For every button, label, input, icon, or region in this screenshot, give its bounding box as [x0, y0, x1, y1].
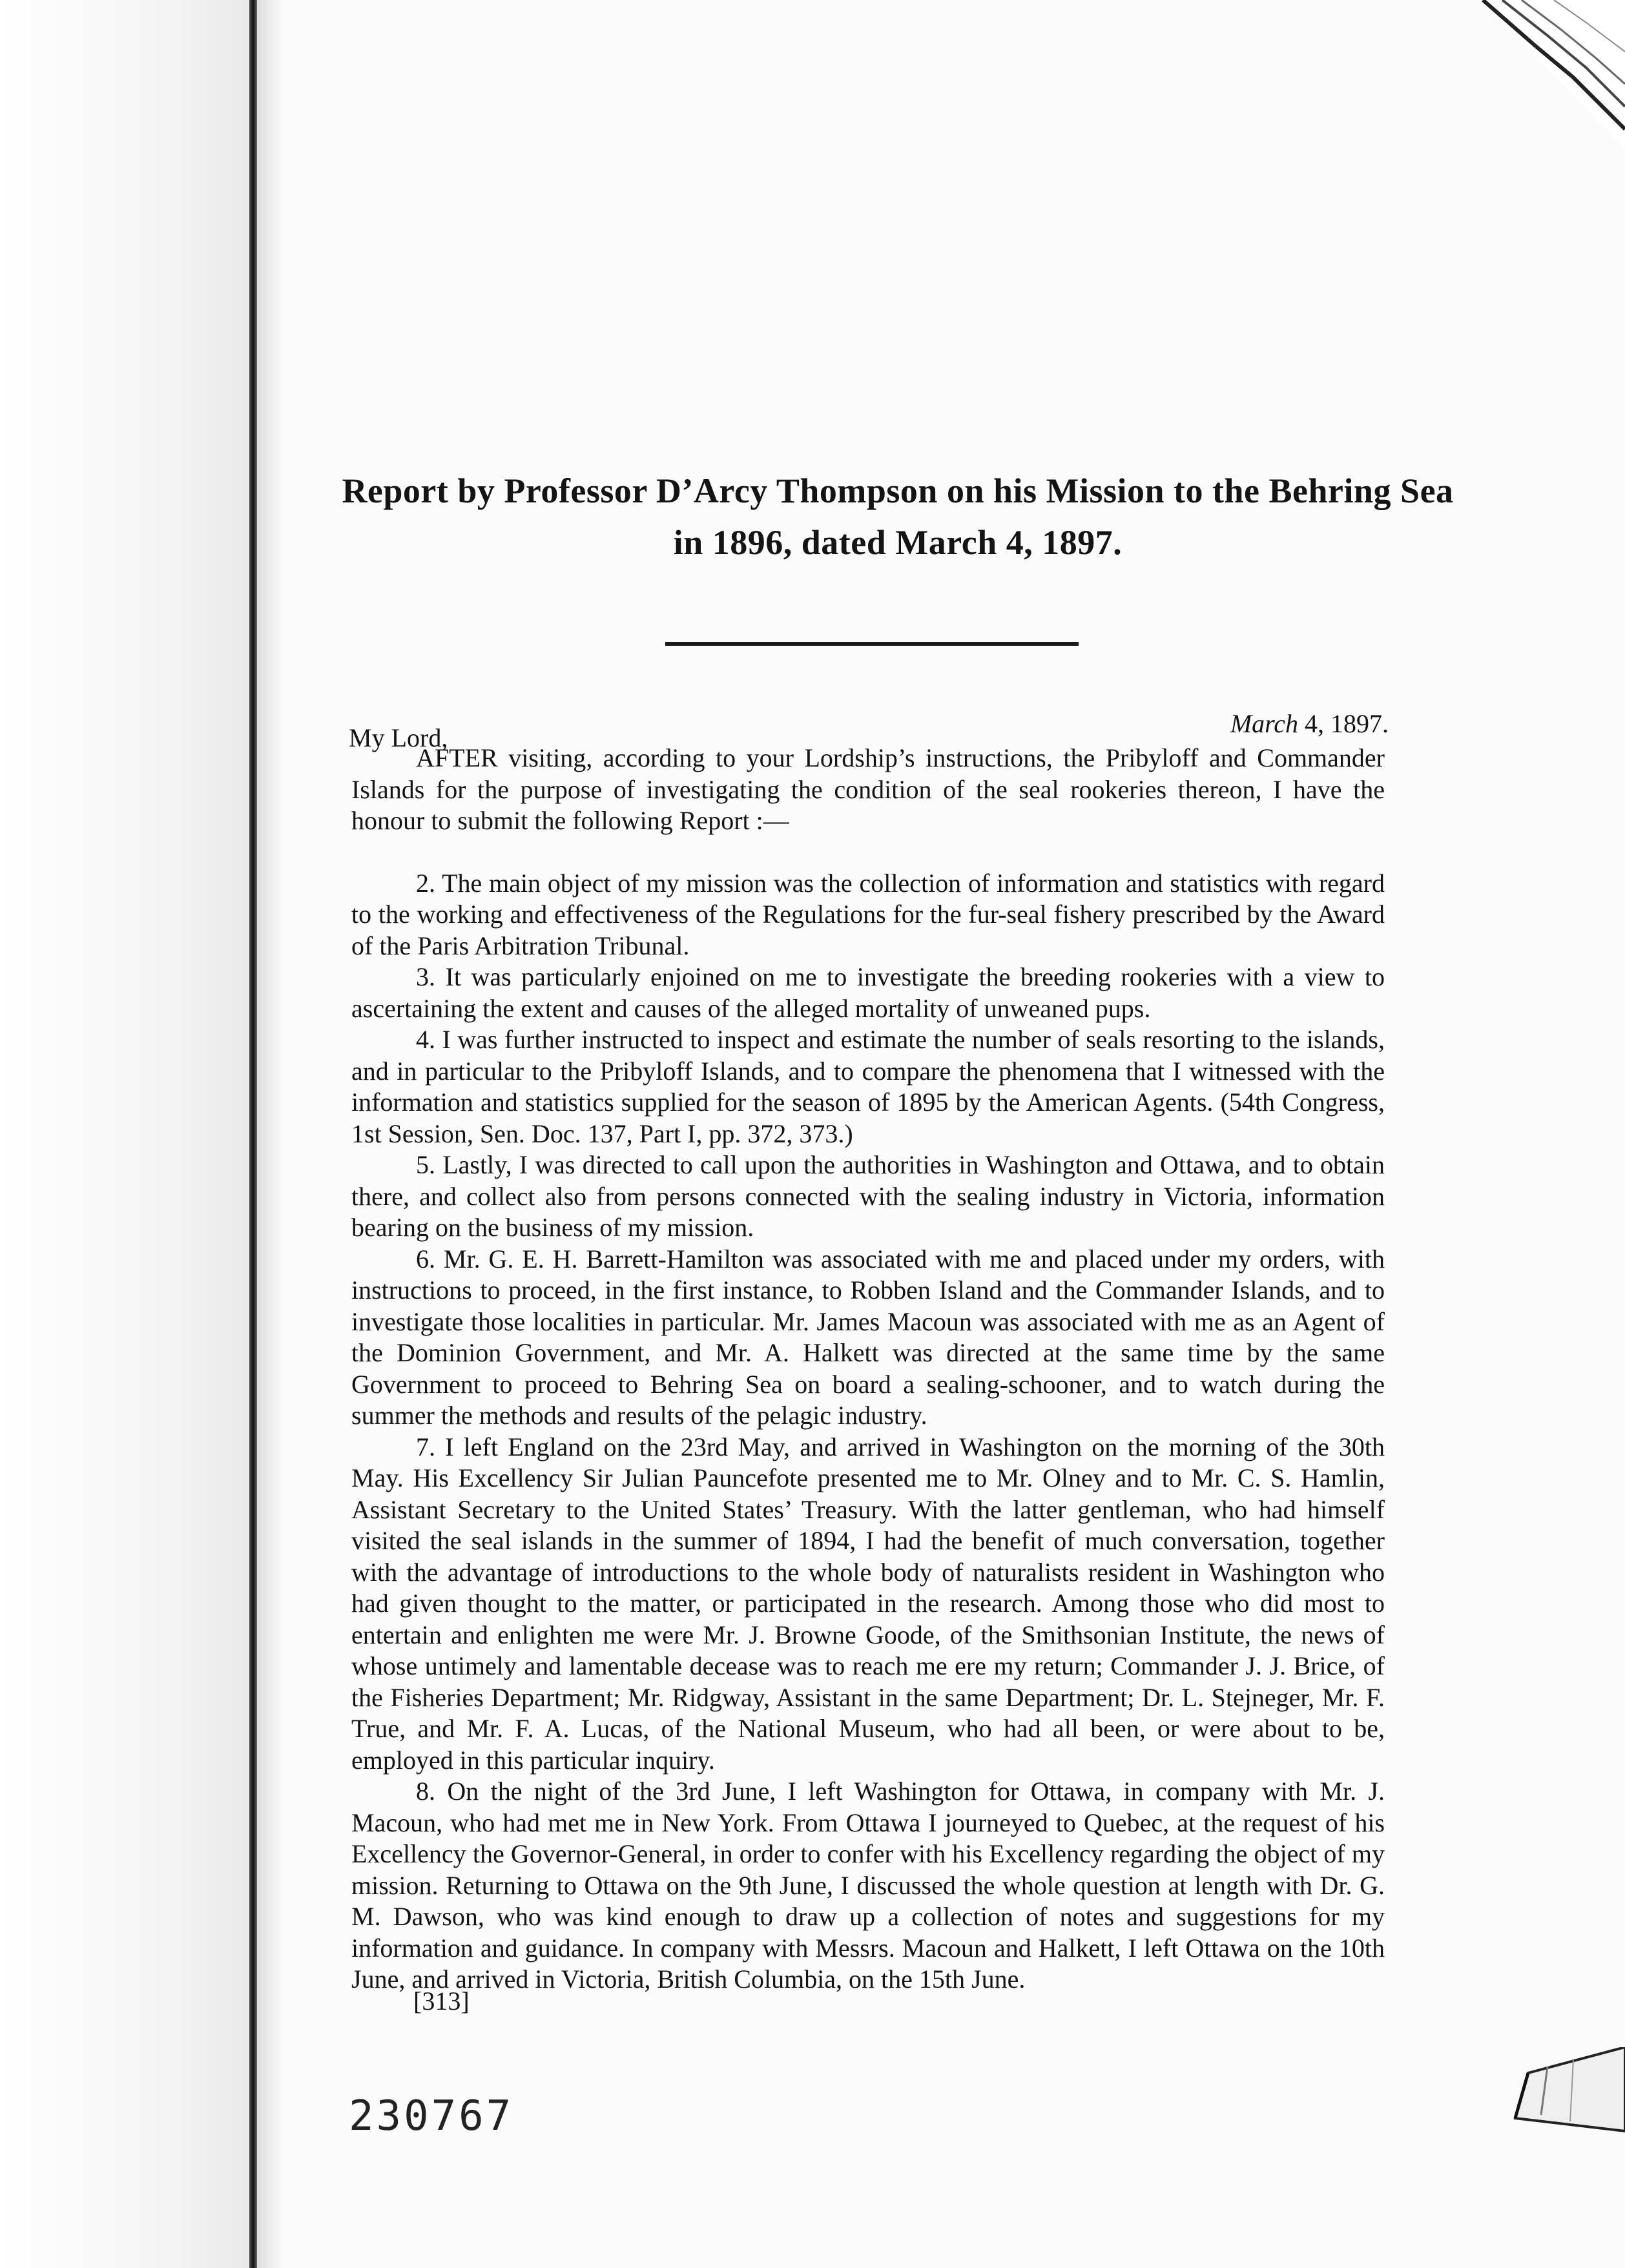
letter-date [1230, 708, 1389, 740]
date-day-year: 4, 1897. [1298, 709, 1389, 738]
folded-corner-bottom-right [1489, 2047, 1625, 2138]
torn-corner-top-right [1457, 0, 1625, 149]
title-rule [665, 642, 1079, 646]
document-title: Report by Professor D’Arcy Thompson on his Mission to the Behring Sea in 1896, dated March 4, 1897. [342, 471, 1454, 562]
paragraph: 4. I was further instructed to inspect and estimate the number of seals resorting to the islands, and in particular to the Pribyloff Islands, and to compare the phenomena that I witnessed with the information and statistics supplied for the season of 1895 by the American Agents. (54th Congress, 1st Session, Sen. Doc. 137, Part I, pp. 372, 373.) [351, 1025, 1385, 1148]
page-reference: [313] [413, 1986, 470, 2015]
date-month: March [1230, 709, 1298, 738]
paragraph: 7. I left England on the 23rd May, and arrived in Washington on the morning of the 30th May. His Excellency Sir Julian Pauncefote presented me to Mr. Olney and to Mr. C. S. Hamlin, Assistant Secretary to the United States’ Treasury. With the latter gentleman, who had himself visited the seal islands in the summer of 1894, I had the benefit of much conversation, together with the advantage of introductions to the whole body of naturalists resident in Washington who had given thought to the matter, or participated in the research. Among those who did most to entertain and enlighten me were Mr. J. Browne Goode, of the Smithsonian Institute, the news of whose untimely and lamentable decease was to reach me ere my return; Commander J. J. Brice, of the Fisheries Department; Mr. Ridgway, Assistant in the same Department; Dr. L. Stejneger, Mr. F. True, and Mr. F. A. Lucas, of the National Museum, who had all been, or were about to be, employed in this particular inquiry. [351, 1432, 1385, 1775]
binding-shadow [257, 0, 283, 2268]
paragraph: 8. On the night of the 3rd June, I left Washington for Ottawa, in company with Mr. J. Macoun, who had met me in New York. From Ottawa I journeyed to Quebec, at the request of his Excellency the Governor-General, in order to confer with his Excellency regarding the object of my mission. Returning to Ottawa on the 9th June, I discussed the whole question at length with Dr. G. M. Dawson, who was kind enough to draw up a collection of notes and suggestions for my information and guidance. In company with Messrs. Macoun and Halkett, I left Ottawa on the 10th June, and arrived in Victoria, British Columbia, on the 15th June. [351, 1777, 1385, 1994]
paragraph: 3. It was particularly enjoined on me to investigate the breeding rookeries with a view to ascertaining the extent and causes of the alleged mortality of unweaned pups. [351, 962, 1385, 1023]
binding-edge [249, 0, 257, 2268]
paragraph: 2. The main object of my mission was the collection of information and statistics with regard to the working and effectiveness of the Regulations for the fur-seal fishery prescribed by the Award of the Paris Arbitration Tribunal. [351, 868, 1385, 960]
paragraph: AFTER visiting, according to your Lordship’s instructions, the Pribyloff and Commander Islands for the purpose of investigating the condition of the seal rookeries thereon, I have the honour to submit the following Report :— [351, 743, 1385, 835]
report-body [351, 743, 1385, 1995]
salutation: My Lord, [349, 723, 448, 752]
paragraph: 6. Mr. G. E. H. Barrett-Hamilton was associated with me and placed under my orders, with instructions to proceed, in the first instance, to Robben Island and the Commander Islands, and to investigate those localities in particular. Mr. James Macoun was associated with me as an Agent of the Dominion Government, and Mr. A. Halkett was directed at the same time by the same Government to proceed to Behring Sea on board a sealing-schooner, and to watch during the summer the methods and results of the pelagic industry. [351, 1244, 1385, 1430]
accession-stamp: 230767 [349, 2092, 514, 2140]
left-margin [0, 0, 253, 2268]
paragraph: 5. Lastly, I was directed to call upon the authorities in Washington and Ottawa, and to obtain there, and collect also from persons connected with the sealing industry in Victoria, information bearing on the business of my mission. [351, 1150, 1385, 1242]
